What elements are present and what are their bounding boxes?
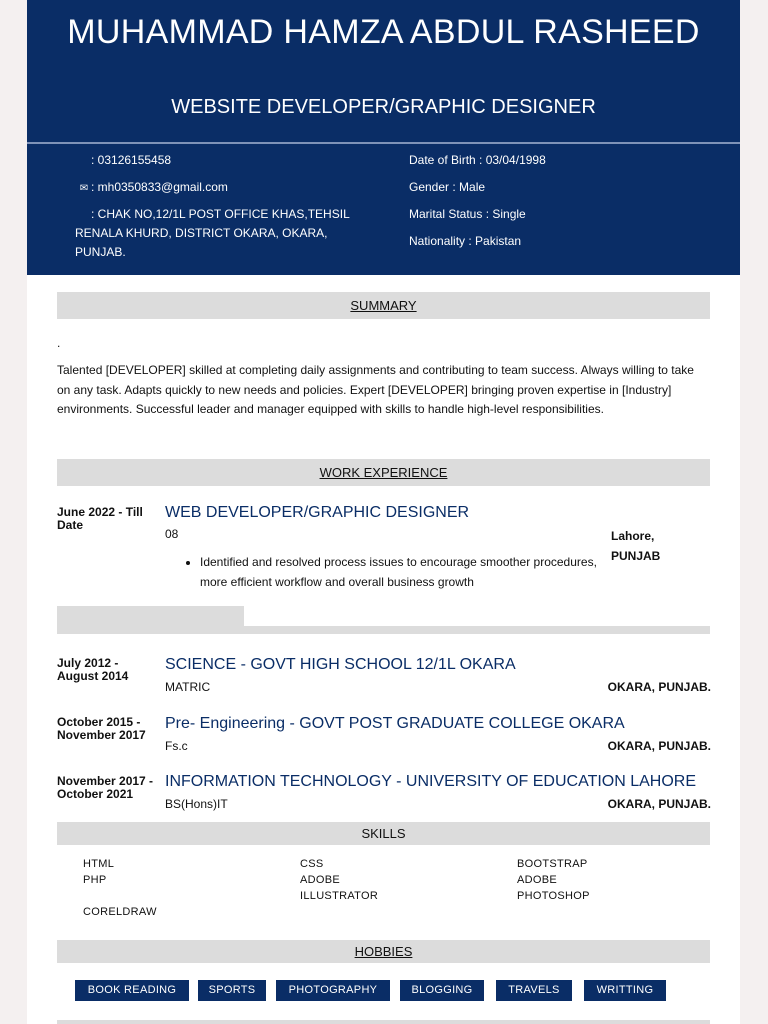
summary-text: Talented [DEVELOPER] skilled at completing daily assignments and contributing to team success. Always willing to take on any task. Adapts quickly to new needs and policies. Expert [DEVELOPER] bringing proven expertise in [Industry] environments. Successful leader and manager equipped with skills to handle high-level responsibilities. (57, 363, 694, 416)
education-location: OKARA, PUNJAB. (607, 797, 711, 811)
education-degree: MATRIC (165, 680, 211, 694)
education-location: OKARA, PUNJAB. (607, 739, 711, 753)
hobbies-heading-text: HOBBIES (354, 944, 413, 959)
skill-item: ADOBE ILLUSTRATOR (300, 874, 379, 902)
skills-heading-text: SKILLS (361, 826, 406, 841)
bottom-divider (57, 1020, 710, 1024)
hobby-tag: PHOTOGRAPHY (276, 980, 390, 1001)
phone-row (77, 151, 171, 170)
work-date: June 2022 - Till Date (57, 505, 143, 532)
education-heading-bar (57, 626, 710, 634)
work-company: 08 (165, 527, 179, 541)
candidate-role: WEBSITE DEVELOPER/GRAPHIC DESIGNER (171, 96, 596, 118)
marital-status-text: Marital Status : Single (409, 207, 526, 221)
resume-header (27, 0, 740, 142)
email-row (77, 178, 228, 198)
education-heading-tab (57, 606, 244, 626)
skill-item: BOOTSTRAP (517, 858, 588, 870)
education-date: October 2015 - November 2017 (57, 715, 146, 742)
education-degree: BS(Hons)IT (165, 797, 228, 811)
work-bullets (200, 553, 600, 592)
hobby-tag: TRAVELS (496, 980, 572, 1001)
skill-item: PHP (83, 874, 107, 886)
education-location: OKARA, PUNJAB. (607, 680, 711, 694)
contact-panel (27, 144, 740, 275)
work-bullet-item: • Identified and resolved process issues to encourage smoother procedures, more efficient workflow and overall business growth (200, 553, 600, 592)
envelope-icon: ✉ (79, 183, 89, 194)
phone-text: : 03126155458 (91, 153, 172, 167)
skill-item: HTML (83, 858, 115, 870)
gender-text: Gender : Male (409, 180, 486, 194)
hobbies-heading (57, 940, 710, 963)
hobby-tag: WRITTING (584, 980, 666, 1001)
hobby-tag: BLOGGING (400, 980, 484, 1001)
skills-heading (57, 822, 710, 845)
hobby-tag: BOOK READING (75, 980, 189, 1001)
education-title: Pre- Engineering - GOVT POST GRADUATE COLLEGE OKARA (165, 715, 625, 732)
summary-heading (57, 292, 710, 319)
candidate-name: MUHAMMAD HAMZA ABDUL RASHEED (67, 13, 700, 51)
work-experience-heading (57, 459, 710, 486)
email-text: : mh0350833@gmail.com (91, 180, 228, 194)
work-heading-text: WORK EXPERIENCE (319, 465, 448, 480)
education-title: INFORMATION TECHNOLOGY - UNIVERSITY OF EDUCATION LAHORE (165, 773, 697, 790)
work-location: Lahore, PUNJAB (611, 529, 661, 563)
education-degree: Fs.c (165, 739, 188, 753)
summary-heading-text: SUMMARY (350, 298, 417, 313)
education-date: November 2017 - October 2021 (57, 774, 154, 801)
work-title: WEB DEVELOPER/GRAPHIC DESIGNER (165, 504, 470, 521)
education-date: July 2012 - August 2014 (57, 656, 129, 683)
education-title: SCIENCE - GOVT HIGH SCHOOL 12/1L OKARA (165, 656, 516, 673)
resume-page (27, 0, 740, 1024)
address-text: : CHAK NO,12/1L POST OFFICE KHAS,TEHSIL RENALA KHURD, DISTRICT OKARA, OKARA, PUNJAB. (75, 207, 350, 259)
skill-item: CORELDRAW (83, 906, 157, 918)
address-row (75, 205, 365, 262)
dob-text: Date of Birth : 03/04/1998 (409, 153, 546, 167)
summary-dot: . (57, 336, 61, 350)
nationality-text: Nationality : Pakistan (409, 234, 522, 248)
skill-item: CSS (300, 858, 324, 870)
hobby-tag: SPORTS (198, 980, 266, 1001)
skill-item: ADOBE PHOTOSHOP (517, 874, 590, 902)
